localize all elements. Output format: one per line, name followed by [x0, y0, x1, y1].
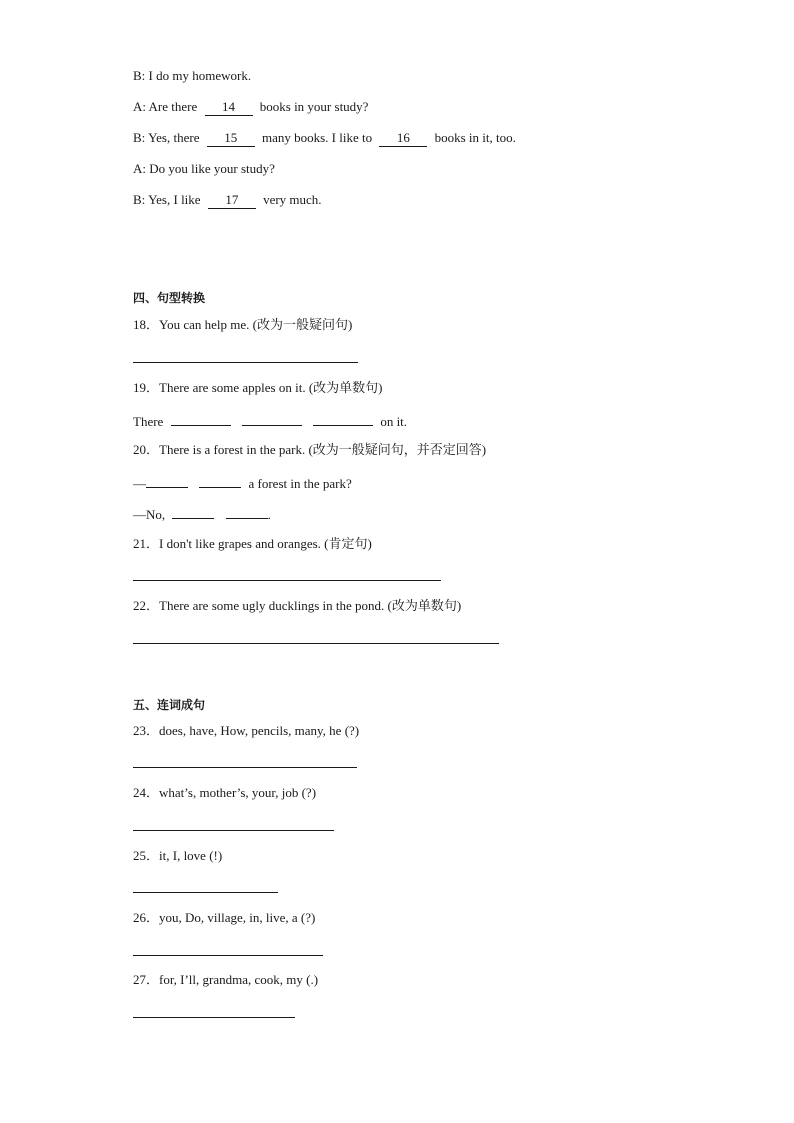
answer-20-line-1 — [133, 473, 352, 492]
speaker: A: — [133, 161, 146, 176]
question-number: 18． — [133, 317, 160, 332]
dialogue-text: books in your study? — [259, 99, 369, 114]
question-text: There are some ugly ducklings in the pond. (改为单数句) — [159, 598, 462, 613]
dialogue-text: Are there — [148, 99, 198, 114]
dialogue-line-2 — [133, 99, 368, 116]
question-20 — [133, 442, 486, 458]
answer-prefix: —No, — [133, 507, 166, 522]
question-21 — [133, 536, 372, 552]
dialogue-text: very much. — [263, 192, 322, 207]
question-19 — [133, 380, 382, 396]
blank-20d[interactable] — [226, 504, 268, 519]
question-number: 19． — [133, 380, 160, 395]
question-text: what’s, mother’s, your, job (?) — [159, 785, 317, 800]
question-text: There is a forest in the park. (改为一般疑问句，并否定回答) — [159, 442, 487, 457]
question-number: 21． — [133, 536, 160, 551]
answer-line-25[interactable] — [133, 892, 278, 893]
question-18 — [133, 317, 352, 333]
blank-14[interactable]: 14 — [205, 99, 253, 116]
question-text: for, I’ll, grandma, cook, my (.) — [159, 972, 319, 987]
dash: — — [133, 476, 146, 491]
question-number: 24． — [133, 785, 160, 800]
answer-line-26[interactable] — [133, 955, 323, 956]
section-4-title: 四、句型转换 — [133, 291, 206, 305]
blank-15[interactable]: 15 — [207, 130, 255, 147]
blank-19b[interactable] — [242, 411, 302, 426]
answer-line-23[interactable] — [133, 767, 357, 768]
speaker: B: — [133, 130, 146, 145]
answer-suffix: a forest in the park? — [248, 476, 352, 491]
question-number: 22． — [133, 598, 160, 613]
question-number: 27． — [133, 972, 160, 987]
question-27 — [133, 972, 318, 988]
question-number: 20． — [133, 442, 160, 457]
question-26 — [133, 910, 315, 926]
question-text: You can help me. (改为一般疑问句) — [159, 317, 353, 332]
dialogue-text: many books. I like to — [261, 130, 373, 145]
question-number: 26． — [133, 910, 160, 925]
speaker: A: — [133, 99, 146, 114]
answer-20-line-2 — [133, 504, 271, 523]
blank-17[interactable]: 17 — [208, 192, 256, 209]
blank-20b[interactable] — [199, 473, 241, 488]
dialogue-text: books in it, too. — [434, 130, 516, 145]
answer-suffix: on it. — [380, 414, 408, 429]
blank-19c[interactable] — [313, 411, 373, 426]
answer-suffix: . — [267, 507, 271, 522]
question-text: I don't like grapes and oranges. (肯定句) — [159, 536, 372, 551]
question-number: 25． — [133, 848, 160, 863]
dialogue-text: Do you like your study? — [149, 161, 275, 176]
answer-line-27[interactable] — [133, 1017, 295, 1018]
blank-20a[interactable] — [146, 473, 188, 488]
speaker: B: — [133, 192, 146, 207]
question-text: you, Do, village, in, live, a (?) — [159, 910, 316, 925]
blank-20c[interactable] — [172, 504, 214, 519]
answer-line-18[interactable] — [133, 362, 358, 363]
answer-line-21[interactable] — [133, 580, 441, 581]
question-24 — [133, 785, 316, 801]
question-text: it, I, love (!) — [159, 848, 223, 863]
answer-prefix: There — [133, 414, 164, 429]
dialogue-line-3 — [133, 130, 516, 147]
blank-19a[interactable] — [171, 411, 231, 426]
answer-line-24[interactable] — [133, 830, 334, 831]
dialogue-text: I do my homework. — [148, 68, 252, 83]
question-23 — [133, 723, 359, 739]
dialogue-line-5 — [133, 192, 322, 209]
dialogue-line-4 — [133, 161, 275, 177]
speaker: B: — [133, 68, 146, 83]
section-5-title: 五、连词成句 — [133, 698, 206, 712]
answer-19 — [133, 411, 407, 430]
dialogue-line-1 — [133, 68, 251, 84]
blank-16[interactable]: 16 — [379, 130, 427, 147]
dialogue-text: Yes, there — [148, 130, 200, 145]
question-text: does, have, How, pencils, many, he (?) — [159, 723, 360, 738]
dialogue-text: Yes, I like — [148, 192, 201, 207]
question-22 — [133, 598, 461, 614]
question-text: There are some apples on it. (改为单数句) — [159, 380, 383, 395]
question-number: 23． — [133, 723, 160, 738]
answer-line-22[interactable] — [133, 643, 499, 644]
question-25 — [133, 848, 222, 864]
